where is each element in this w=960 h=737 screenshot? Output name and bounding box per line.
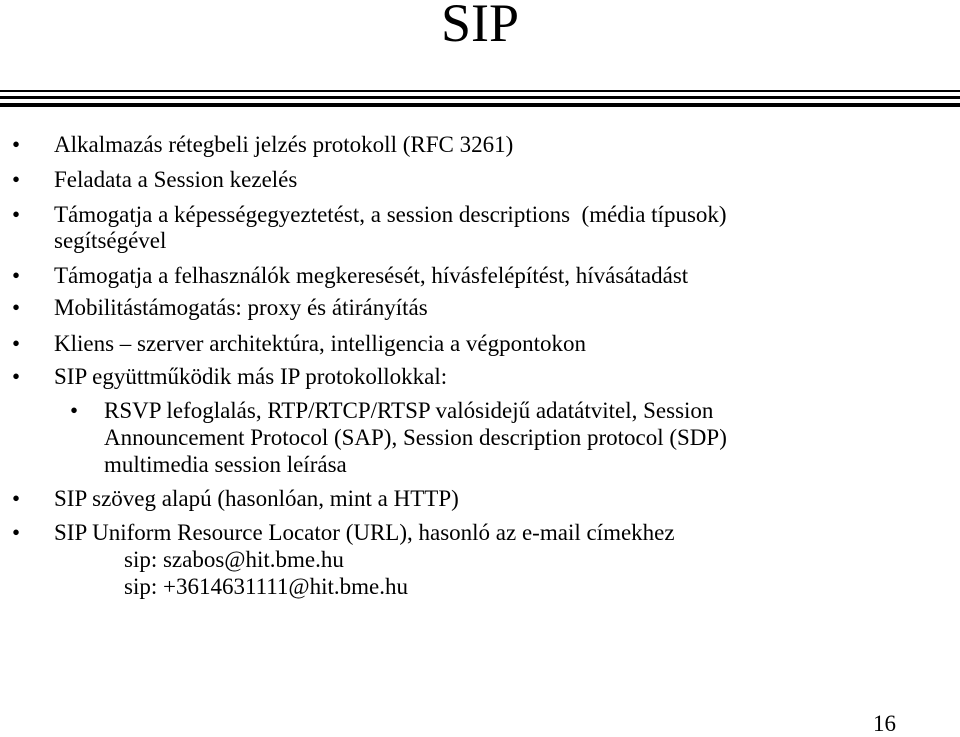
list-item-text: segítségével — [54, 228, 167, 253]
list-item-text: multimedia session leírása — [104, 452, 347, 477]
bullet-marker: • — [12, 202, 21, 227]
list-item-text: Támogatja a képességegyeztetést, a session descriptions (média típusok) — [54, 202, 727, 227]
list-item-text: Támogatja a felhasználók megkeresését, hívásfelépítést, hívásátadást — [54, 263, 689, 288]
list-item-text: Kliens – szerver architektúra, intelligencia a végpontokon — [54, 331, 586, 356]
list-item-text: SIP Uniform Resource Locator (URL), hasonló az e-mail címekhez — [54, 520, 675, 545]
slide-title: SIP — [440, 0, 520, 53]
sip-example-address: sip: +3614631111@hit.bme.hu — [124, 574, 408, 599]
bullet-marker: • — [12, 263, 21, 288]
page-number: 16 — [873, 711, 896, 736]
bullet-marker: • — [12, 486, 21, 511]
list-item-text: Mobilitástámogatás: proxy és átirányítás — [54, 295, 428, 320]
bullet-marker: • — [12, 132, 21, 157]
bullet-marker: • — [70, 398, 79, 423]
list-item-text: Feladata a Session kezelés — [54, 167, 298, 192]
sip-example-address: sip: szabos@hit.bme.hu — [124, 547, 344, 572]
bullet-marker: • — [12, 167, 21, 192]
bullet-marker: • — [12, 295, 21, 320]
bullet-marker: • — [12, 331, 21, 356]
bullet-marker: • — [12, 520, 21, 545]
list-item-text: SIP együttműködik más IP protokollokkal: — [54, 364, 448, 389]
list-item-text: Alkalmazás rétegbeli jelzés protokoll (RFC 3261) — [54, 132, 514, 157]
list-item-text: SIP szöveg alapú (hasonlóan, mint a HTTP) — [54, 486, 459, 511]
list-item-text: RSVP lefoglalás, RTP/RTCP/RTSP valósidejű adatátvitel, Session — [104, 398, 714, 423]
list-item-text: Announcement Protocol (SAP), Session description protocol (SDP) — [104, 425, 727, 450]
bullet-marker: • — [12, 364, 21, 389]
